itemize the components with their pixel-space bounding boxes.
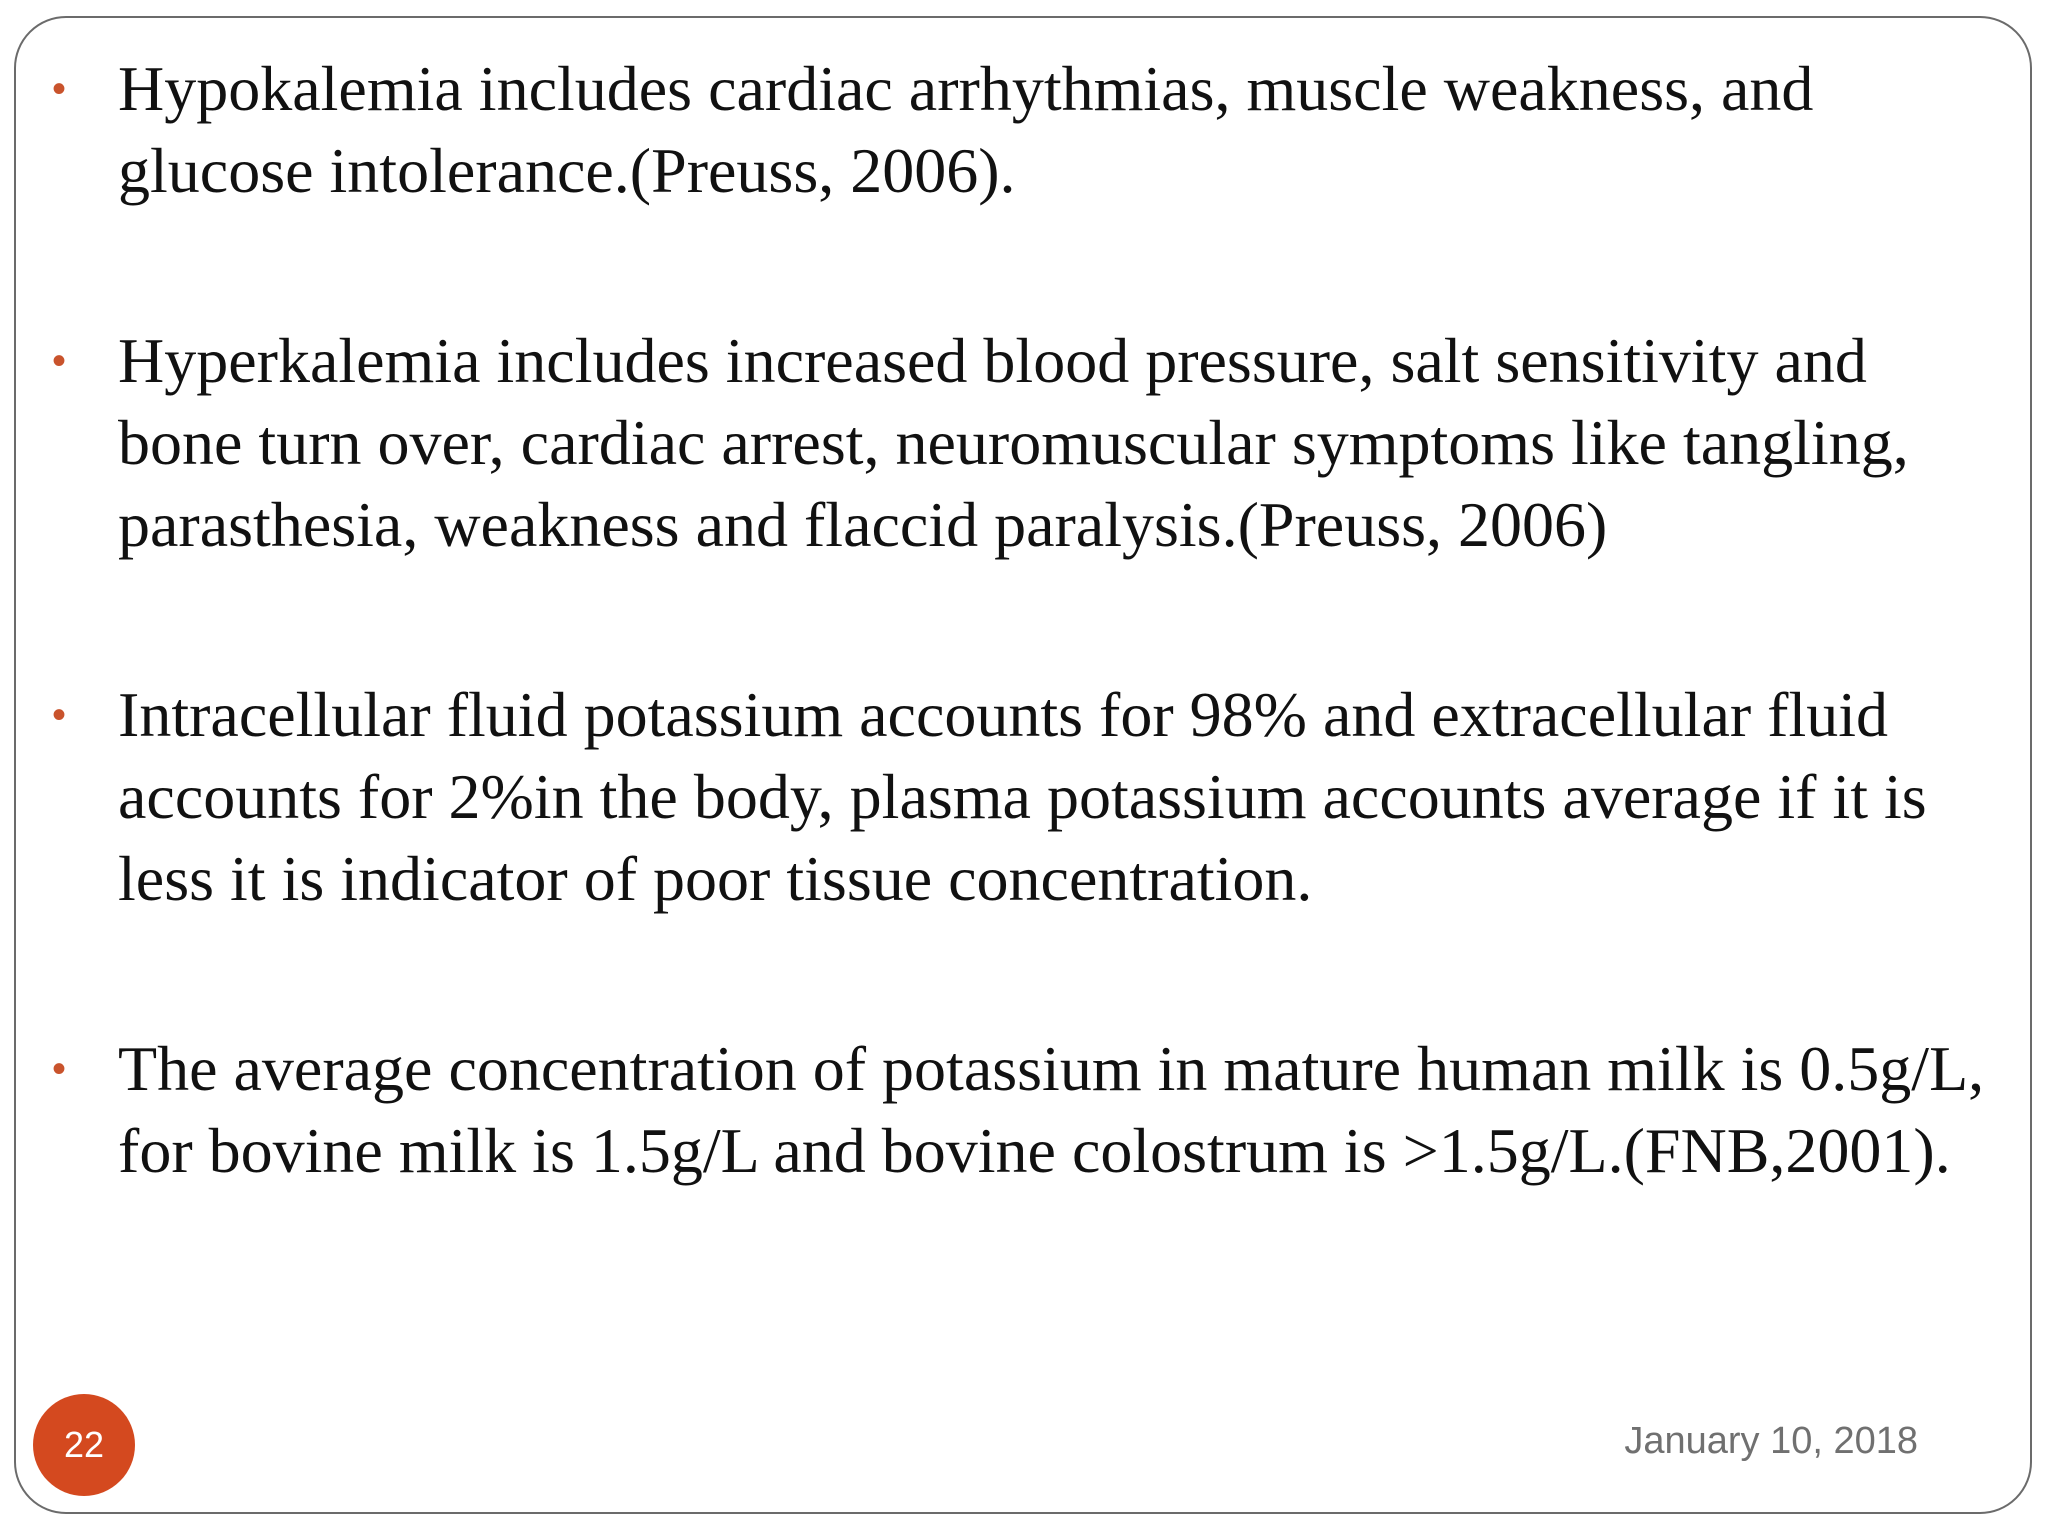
bullet-dot-icon: • <box>52 1047 67 1091</box>
bullet-item <box>52 320 1992 566</box>
slide-date: January 10, 2018 <box>1624 1420 1918 1462</box>
bullet-item <box>52 1028 1992 1192</box>
bullet-item <box>52 48 1992 212</box>
bullet-dot-icon: • <box>52 339 67 383</box>
bullet-dot-icon: • <box>52 67 67 111</box>
bullet-text: Hyperkalemia includes increased blood pressure, salt sensitivity and bone turn over, cardiac arrest, neuromuscular symptoms like tangling, parasthesia, weakness and flaccid paralysis.(Preuss, 2006) <box>118 325 1909 560</box>
bullet-text: The average concentration of potassium in mature human milk is 0.5g/L, for bovine milk is 1.5g/L and bovine colostrum is >1.5g/L.(FNB,2001). <box>118 1033 1985 1186</box>
page-number-badge: 22 <box>33 1394 135 1496</box>
bullet-list <box>52 48 1992 1300</box>
bullet-text: Intracellular fluid potassium accounts for 98% and extracellular fluid accounts for 2%in the body, plasma potassium accounts average if it is less it is indicator of poor tissue concentration. <box>118 679 1927 914</box>
bullet-item <box>52 674 1992 920</box>
bullet-dot-icon: • <box>52 693 67 737</box>
bullet-text: Hypokalemia includes cardiac arrhythmias, muscle weakness, and glucose intolerance.(Preuss, 2006). <box>118 53 1814 206</box>
